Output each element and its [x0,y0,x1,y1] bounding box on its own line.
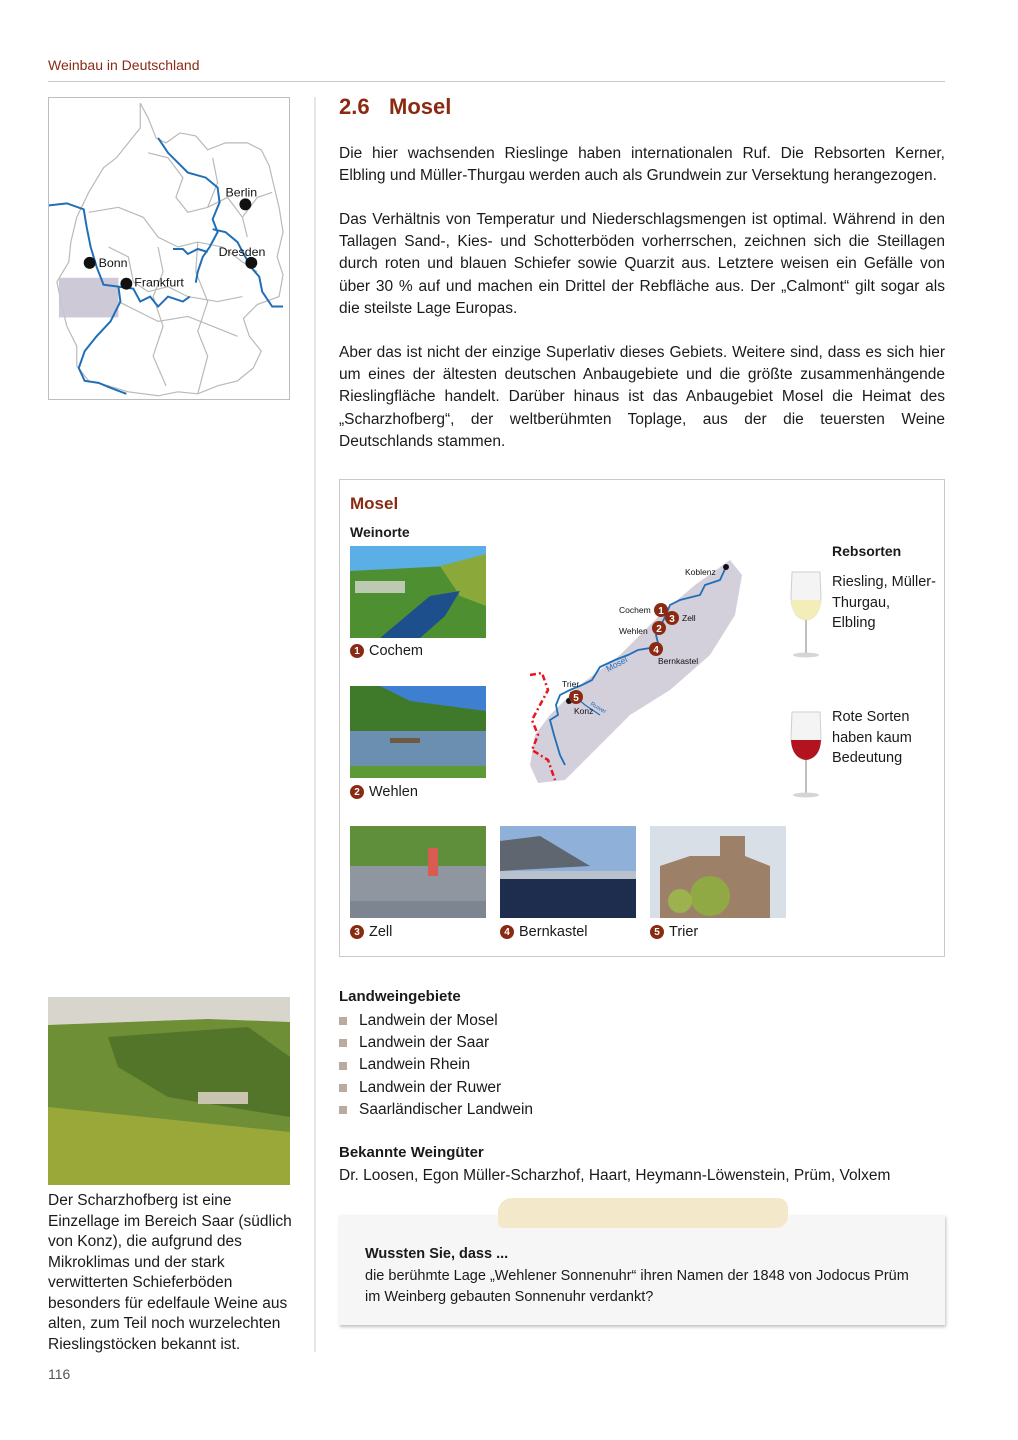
map-label-ruwer-river: Ruwer [589,701,608,716]
elbe-river-upper [213,229,283,306]
number-badge: 2 [350,785,364,799]
list-item: Landwein der Saar [339,1032,533,1054]
koblenz-dot [723,564,729,570]
did-you-know-text: die berühmte Lage „Wehlener Sonnenuhr“ ihren Namen der 1848 von Jodocus Prüm im Weinberg gebauten Sonnenuhr verdankt? [365,1268,909,1305]
place-name: Trier [669,924,699,940]
map-label-koblenz: Koblenz [685,567,716,577]
red-wine-note: Rote Sorten haben kaum Bedeutung [832,709,912,766]
bullet-icon [339,1039,347,1047]
landwein-heading: Landweingebiete [339,988,461,1005]
section-number: 2.6 [339,94,370,119]
place-name: Zell [369,924,393,940]
map-label-zell: Zell [682,613,696,623]
place-name: Wehlen [369,784,418,800]
city-label-frankfurt: Frankfurt [134,275,184,290]
caption-bernkastel [500,924,588,940]
city-label-berlin: Berlin [225,185,258,200]
header-divider [48,81,945,82]
number-badge: 4 [500,925,514,939]
photo-trier [650,826,786,918]
caption-trier [650,924,698,940]
place-name: Cochem [369,643,423,659]
photo-cochem [350,546,486,638]
red-wine-glass-icon [788,710,824,800]
list-item: Landwein der Ruwer [339,1077,533,1099]
svg-text:5: 5 [573,693,579,704]
column-divider [314,97,316,1352]
map-label-bernkastel: Bernkastel [658,656,699,666]
svg-text:3: 3 [669,614,675,625]
map-label-konz: Konz [574,706,594,716]
map-label-mosel-river: Mosel [604,654,629,674]
bonn-dot [84,257,96,269]
landwein-list [339,1010,533,1121]
caption-cochem [350,643,423,659]
did-you-know-title: Wussten Sie, dass ... [365,1246,509,1262]
number-badge: 1 [350,644,364,658]
infobox-title: Mosel [350,494,399,513]
weingueter-heading: Bekannte Weingüter [339,1144,484,1161]
side-caption: Der Scharzhofberg ist eine Einzellage im Bereich Saar (südlich von Konz), die aufgrund des Mikroklimas und der stark verwitterten Schieferböden besonders für edelfaule Weine aus alten, zum Teil noch wurzelechten Rieslingstöcken bekannt ist. [48,1192,292,1353]
paragraph-3: Aber das ist nicht der einzige Superlativ dieses Gebiets. Weitere sind, dass es sich hier um eines der ältesten deutschen Anbaugebiete und die größte zusammenhängende Rieslingfläche handelt. Darüber hinaus ist das Anbaugebiet Mosel die Heimat des „Scharzhofberg“, der weltberühmten Toplage, aus der die teuersten Weine Deutschlands stammen. [339,344,945,450]
list-item: Landwein der Mosel [339,1010,533,1032]
svg-text:4: 4 [653,645,659,656]
map-label-trier: Trier [562,679,580,689]
running-head: Weinbau in Deutschland [48,57,200,73]
map-label-cochem: Cochem [619,605,651,615]
mosel-region-map [520,555,750,795]
page-number: 116 [48,1366,71,1382]
scharzhofberg-photo [48,997,290,1185]
number-badge: 3 [350,925,364,939]
photo-wehlen [350,686,486,778]
weingueter-list: Dr. Loosen, Egon Müller-Scharzhof, Haart, Heymann-Löwenstein, Prüm, Volxem [339,1167,891,1184]
tape-decoration [498,1198,788,1228]
bullet-icon [339,1106,347,1114]
elbe-river [158,138,219,283]
bullet-icon [339,1084,347,1092]
paragraph-2: Das Verhältnis von Temperatur und Niederschlagsmengen ist optimal. Während in den Tallagen Sand-, Kies- und Schotterböden vorherrschen, zeichnen sich die Steillagen durch roten und blauen Schiefer sowie Quarzit aus. Letztere weisen ein Gefälle von über 30 % auf und machen ein Drittel der Rebfläche aus. Der „Calmont“ gilt sogar als die steilste Lage Europas. [339,211,945,317]
berlin-dot [239,198,251,210]
svg-text:2: 2 [656,624,662,635]
map-label-wehlen: Wehlen [619,626,648,636]
bullet-icon [339,1062,347,1070]
list-item: Saarländischer Landwein [339,1099,533,1121]
germany-overview-map [48,97,290,400]
section-title [339,94,451,120]
white-wine-glass-icon [788,570,824,660]
weinorte-heading: Weinorte [350,524,410,540]
photo-zell [350,826,486,918]
city-label-bonn: Bonn [98,255,128,270]
frankfurt-dot [120,278,132,290]
mosel-infobox [339,479,945,957]
caption-wehlen [350,784,418,800]
mosel-region-shape [530,560,742,783]
white-wine-varieties: Riesling, Müller-Thurgau, Elbling [832,574,936,631]
svg-text:1: 1 [658,606,664,617]
number-badge: 5 [650,925,664,939]
rebsorten-heading: Rebsorten [832,543,902,559]
paragraph-1: Die hier wachsenden Rieslinge haben internationalen Ruf. Die Rebsorten Kerner, Elbling und Müller-Thurgau werden auch als Grundwein zur Versektung herangezogen. [339,145,945,185]
mosel-highlight-region [59,278,119,318]
place-name: Bernkastel [519,924,588,940]
list-item: Landwein Rhein [339,1054,533,1076]
caption-zell [350,924,392,940]
bullet-icon [339,1017,347,1025]
did-you-know-box [339,1215,945,1325]
section-name: Mosel [389,94,452,119]
photo-bernkastel [500,826,636,918]
city-label-dresden: Dresden [218,244,266,259]
